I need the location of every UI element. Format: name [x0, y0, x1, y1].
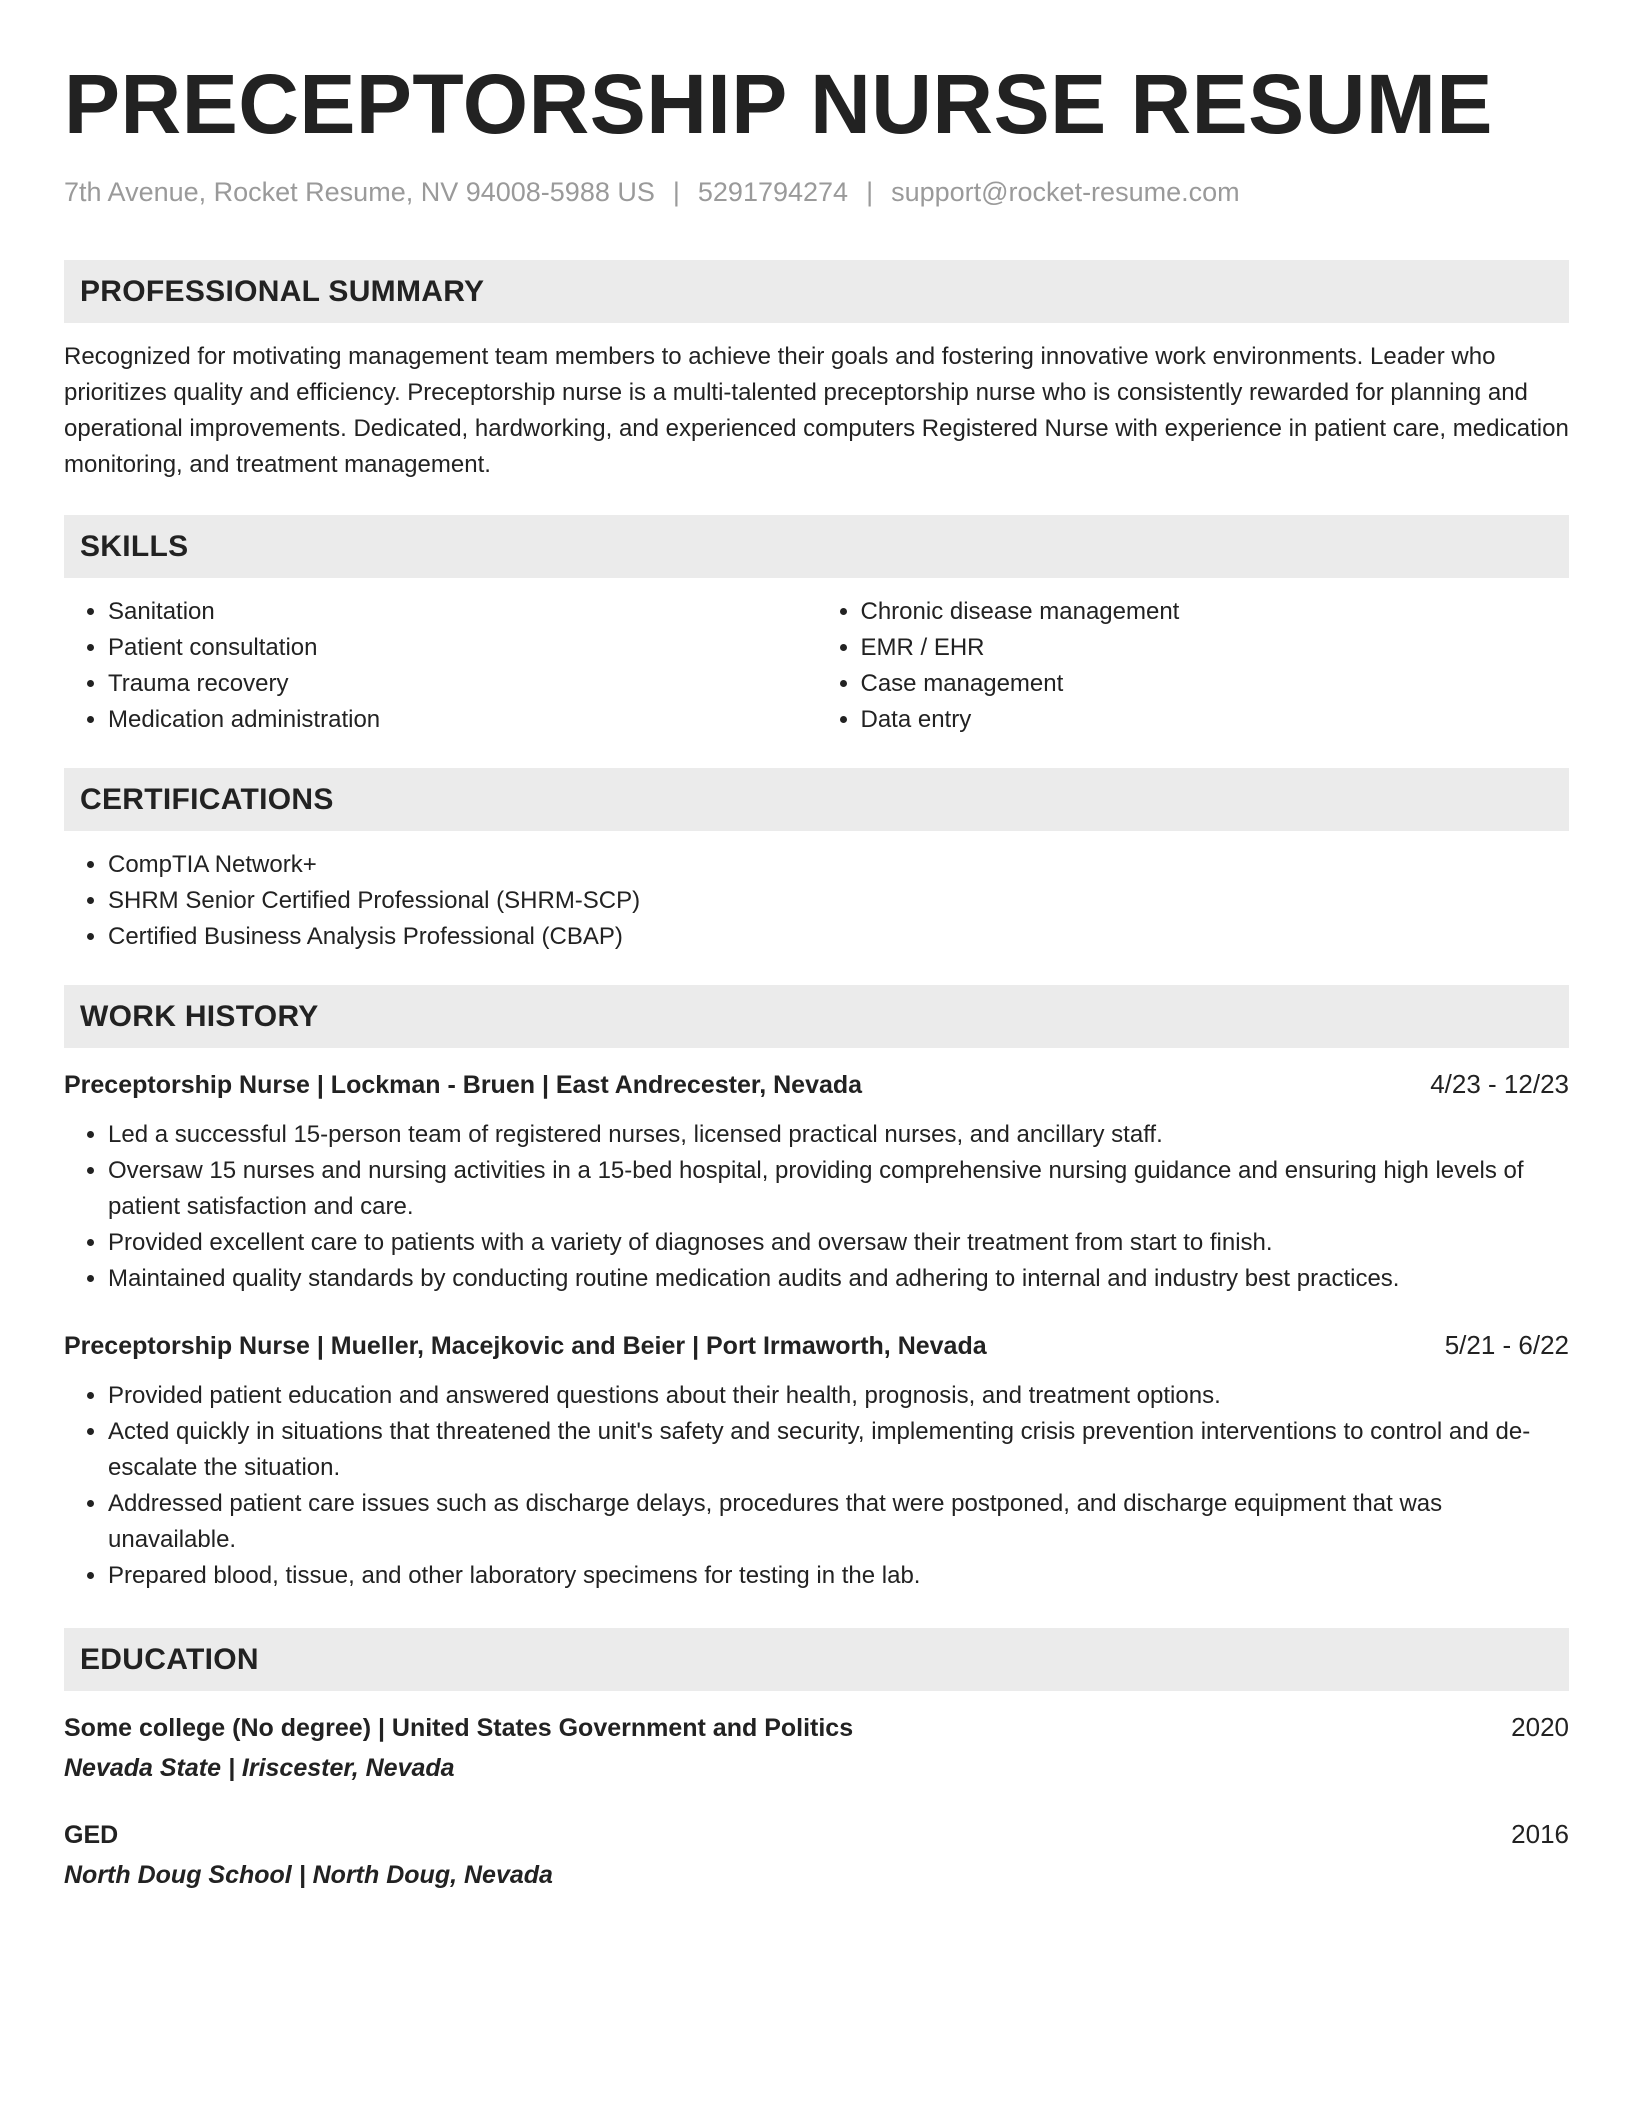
- certification-item: • Certified Business Analysis Professional (CBAP): [108, 919, 1569, 955]
- skills-list: [64, 594, 1569, 738]
- certifications-list: [64, 847, 1569, 955]
- certifications-heading: CERTIFICATIONS: [64, 768, 1569, 831]
- skill-item: • Trauma recovery: [108, 666, 817, 702]
- contact-address: 7th Avenue, Rocket Resume, NV 94008-5988 US: [64, 177, 655, 207]
- resume-title: PRECEPTORSHIP NURSE RESUME: [64, 57, 1493, 151]
- skill-item: • Sanitation: [108, 594, 817, 630]
- education-heading: EDUCATION: [64, 1628, 1569, 1691]
- job-entry: [64, 1066, 1569, 1297]
- education-degree: Some college (No degree) | United States Government and Politics: [64, 1714, 854, 1742]
- job-bullet: • Provided patient education and answered questions about their health, prognosis, and treatment options.: [108, 1378, 1569, 1414]
- job-dates: 4/23 - 12/23: [1430, 1069, 1569, 1099]
- skill-item: • Chronic disease management: [861, 594, 1570, 630]
- contact-email: support@rocket-resume.com: [891, 177, 1240, 207]
- job-bullet: • Led a successful 15-person team of registered nurses, licensed practical nurses, and ancillary staff.: [108, 1117, 1569, 1153]
- skills-column-left: [64, 594, 817, 738]
- skill-item: • Data entry: [861, 702, 1570, 738]
- education-degree: GED: [64, 1821, 119, 1849]
- job-bullet: • Oversaw 15 nurses and nursing activities in a 15-bed hospital, providing comprehensive nursing guidance and ensuring high levels of patient satisfaction and care.: [108, 1153, 1569, 1225]
- skill-item: • Patient consultation: [108, 630, 817, 666]
- summary-text: Recognized for motivating management team members to achieve their goals and fostering innovative work environments. Leader who prioritizes quality and efficiency. Preceptorship nurse is a multi-talented preceptorship nurse who is consistently rewarded for planning and operational improvements. Dedicated, hardworking, and experienced computers Registered Nurse with experience in patient care, medication monitoring, and treatment management.: [64, 343, 1569, 478]
- education-school: North Doug School | North Doug, Nevada: [64, 1861, 553, 1889]
- contact-line: [64, 174, 1569, 210]
- job-title: Preceptorship Nurse | Lockman - Bruen | East Andrecester, Nevada: [64, 1071, 863, 1099]
- summary-heading: PROFESSIONAL SUMMARY: [64, 260, 1569, 323]
- education-school: Nevada State | Iriscester, Nevada: [64, 1754, 455, 1782]
- job-dates: 5/21 - 6/22: [1444, 1330, 1569, 1360]
- job-bullet: • Provided excellent care to patients with a variety of diagnoses and oversaw their treatment from start to finish.: [108, 1225, 1569, 1261]
- job-bullet: • Acted quickly in situations that threatened the unit's safety and security, implementing crisis prevention interventions to control and de-escalate the situation.: [108, 1414, 1569, 1486]
- job-bullet: • Addressed patient care issues such as discharge delays, procedures that were postponed, and discharge equipment that was unavailable.: [108, 1486, 1569, 1558]
- education-year: 2020: [1511, 1712, 1569, 1742]
- certification-item: • CompTIA Network+: [108, 847, 1569, 883]
- job-bullets: [64, 1378, 1569, 1594]
- contact-separator: |: [866, 177, 874, 207]
- job-bullet: • Maintained quality standards by conducting routine medication audits and adhering to internal and industry best practices.: [108, 1261, 1569, 1297]
- job-title: Preceptorship Nurse | Mueller, Macejkovic and Beier | Port Irmaworth, Nevada: [64, 1332, 987, 1360]
- skill-item: • Case management: [861, 666, 1570, 702]
- certification-item: • SHRM Senior Certified Professional (SHRM-SCP): [108, 883, 1569, 919]
- skill-item: • Medication administration: [108, 702, 817, 738]
- job-entry: [64, 1327, 1569, 1594]
- skills-column-right: [817, 594, 1570, 738]
- contact-separator: |: [672, 177, 680, 207]
- job-bullets: [64, 1117, 1569, 1297]
- education-entry: [64, 1709, 1569, 1786]
- skills-heading: SKILLS: [64, 515, 1569, 578]
- work-history-heading: WORK HISTORY: [64, 985, 1569, 1048]
- education-year: 2016: [1511, 1819, 1569, 1849]
- skill-item: • EMR / EHR: [861, 630, 1570, 666]
- contact-phone: 5291794274: [697, 177, 849, 207]
- job-bullet: • Prepared blood, tissue, and other laboratory specimens for testing in the lab.: [108, 1558, 1569, 1594]
- education-entry: [64, 1816, 1569, 1893]
